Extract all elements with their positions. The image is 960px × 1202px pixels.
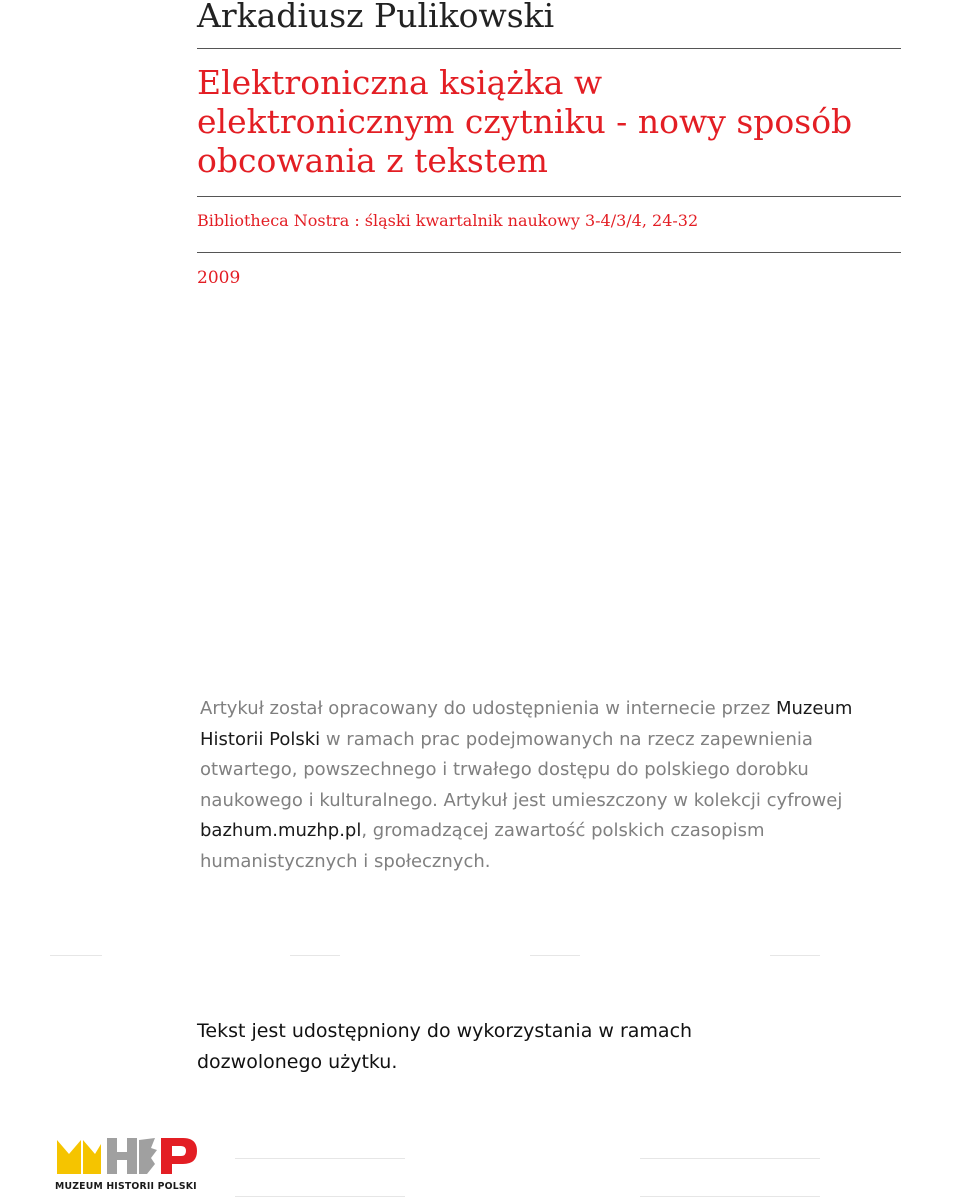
scan-artifact [530, 955, 580, 956]
scan-artifact [770, 955, 820, 956]
institution-name: Muzeum Historii Polski [200, 698, 853, 750]
publication-year: 2009 [197, 268, 241, 288]
museum-logo-icon [55, 1134, 205, 1180]
article-title: Elektroniczna książka w elektronicznym czytniku - nowy sposób obcowania z tekstem [197, 63, 853, 180]
scan-artifact [640, 1196, 820, 1197]
logo-wordmark: MUZEUM HISTORII POLSKI [55, 1181, 197, 1192]
collection-link[interactable]: bazhum.muzhp.pl [200, 820, 362, 841]
notice-text: , gromadzącej zawartość polskich czasopism humanistycznych i społecznych. [200, 820, 765, 872]
notice-text: w ramach prac podejmowanych na rzecz zapewnienia otwartego, powszechnego i trwałego dostępu do polskiego dorobku naukowego i kulturalnego. Artykuł jest umieszczony w kolekcji cyfrowej [200, 728, 843, 811]
source-citation: Bibliotheca Nostra : śląski kwartalnik naukowy 3-4/3/4, 24-32 [197, 211, 699, 230]
scan-artifact [290, 955, 340, 956]
scan-artifact [235, 1158, 405, 1159]
divider [197, 252, 901, 253]
author-name: Arkadiusz Pulikowski [197, 0, 555, 35]
divider [197, 196, 901, 197]
notice-text: Artykuł został opracowany do udostępnienia w internecie przez [200, 698, 776, 719]
divider [197, 48, 901, 49]
scan-artifact [235, 1196, 405, 1197]
scan-artifact [50, 955, 102, 956]
usage-statement: Tekst jest udostępniony do wykorzystania w ramach dozwolonego użytku. [197, 1020, 693, 1073]
availability-notice [200, 694, 890, 877]
museum-logo [55, 1134, 215, 1194]
scan-artifact [640, 1158, 820, 1159]
